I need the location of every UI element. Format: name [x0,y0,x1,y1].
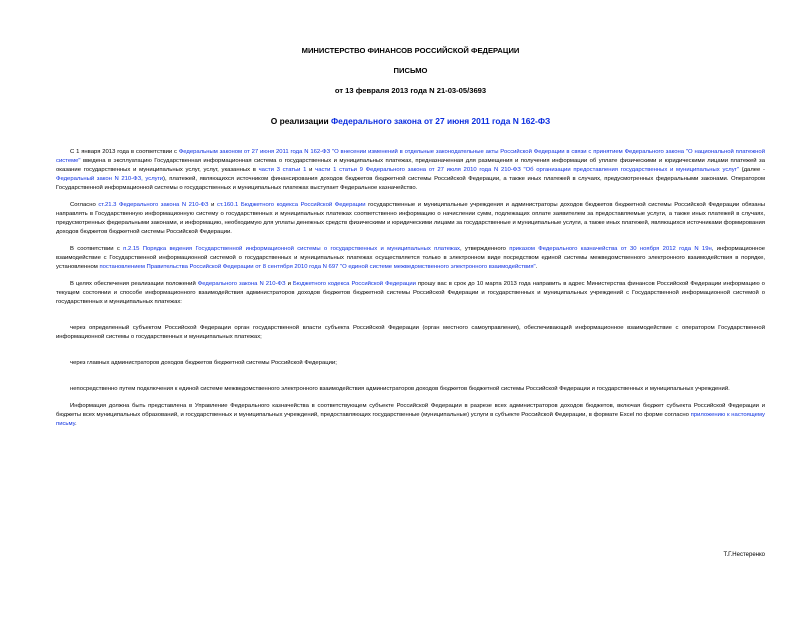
text-run: Согласно [70,202,99,208]
text-run: введена в эксплуатацию Государственная информационная система о государственных и муниципальных платежах, предназначенная для размещения и получения информации об уплате физическими и юридическими лицами платежей за оказание государственных и муниципальных услуг, услуг, указанных в [56,158,765,173]
document-link[interactable]: п.2.15 Порядка ведения Государственной информационной системы о государственных и муниципальных платежах [123,246,460,252]
text-run: . [74,421,77,427]
text-run: , утвержденного [459,246,510,252]
text-run: , информационное взаимодействие с Государственной информационной системой о государственных и муниципальных платежах осуществляется только в электронном виде посредством единой системы межведомственного электронного взаимодействия в порядке, установленном [56,246,765,270]
text-run: В целях обеспечения реализации положений [70,281,198,287]
text-run: ), платежей, являющихся источником финансирования доходов бюджетов бюджетной системы Российской Федерации, а также иных платежей в случаях, предусмотренных федеральными законами. Оператором Государственной информационной системы о государственных и муниципальных платежах выступает Федеральное казначейство. [56,176,766,191]
document-link[interactable]: Бюджетного кодекса Российской Федерации [292,281,416,287]
document-link[interactable]: ст.21.3 Федерального закона N 210-ФЗ [98,202,209,208]
text-run: через главных администраторов доходов бюджетов бюджетной системы Российской Федерации; [70,360,337,366]
text-run: государственные и муниципальные учреждения и администраторы доходов бюджетов бюджетной системы Российской Федерации обязаны направлять в Государственную информационную систему о государственных и муниципальных платежах соответственно информацию о начислении сумм, подлежащих оплате заявителем за предоставляемые услуги, а также иных платежей в случаях, предусмотренных федеральными законами, и информацию, необходимую для уплаты денежных средств физическими и юридическими лицами за государственные и муниципальные услуги, а также иных платежей, являющихся источниками формирования доходов бюджетов бюджетной системы Российской Федерации. [56,202,765,235]
text-run: и [285,281,293,287]
paragraph-6 [56,359,765,368]
paragraph-2 [56,201,765,237]
text-run: В соответствии с [70,246,124,252]
text-run: через определенный субъектом Российской Федерации орган государственной власти субъекта Российской Федерации (орган местного самоуправления), обеспечивающий информационное взаимодействие с оператором Государственной информационной системы о государственных и муниципальных платежах; [56,325,765,340]
paragraph-8 [56,402,765,429]
paragraph-5 [56,324,765,342]
paragraph-4 [56,280,765,307]
document-page [0,46,807,617]
text-run: Информация должна быть представлена в Управление Федерального казначейства в соответствующем субъекте Российской Федерации в разрезе всех администраторов доходов бюджетов, включая бюджет субъекта Российской Федерации и бюджеты всех муниципальных образований, и государственных и муниципальных учреждений, предоставляющих государственные (муниципальные) услуги в субъекте Российской Федерации, в формате Excel по форме согласно [56,403,765,418]
document-link[interactable]: ст.160.1 Бюджетного кодекса Российской Федерации [216,202,366,208]
document-link[interactable]: Федеральный закон N 210-ФЗ, услуги [56,176,164,182]
document-type: ПИСЬМО [393,66,428,75]
text-run: С 1 января 2013 года в соответствии с [70,149,179,155]
paragraph-7 [56,385,765,394]
paragraph-3 [56,245,765,272]
text-run: (далее - [738,167,765,173]
document-link[interactable]: Федерального закона N 210-ФЗ [197,281,286,287]
document-link[interactable]: приказом Федерального казначейства от 30 ноября 2012 года N 19н [509,246,712,252]
text-run: . [535,264,538,270]
subject-law-link[interactable]: Федерального закона от 27 июня 2011 года N 162-ФЗ [331,116,551,126]
document-link[interactable]: части 3 статьи 1 [258,167,307,173]
document-subject [56,116,765,127]
document-date-number: от 13 февраля 2013 года N 21-03-05/3693 [334,86,487,95]
text-run: и [208,202,217,208]
ministry-heading: МИНИСТЕРСТВО ФИНАНСОВ РОССИЙСКОЙ ФЕДЕРАЦИИ [301,46,520,55]
text-run: непосредственно путем подключения к единой системе межведомственного электронного взаимодействия администраторов доходов бюджетов бюджетной системы Российской Федерации и государственных и муниципальных учреждений. [70,386,730,392]
document-link[interactable]: приложению к настоящему письму [56,412,765,427]
letter-body [56,148,765,429]
subject-prefix: О реализации [270,116,331,126]
signature: Т.Г.Нестеренко [723,552,765,558]
document-link[interactable]: части 1 статьи 9 Федерального закона от 27 июля 2010 года N 210-ФЗ "Об организации предоставления государственных и муниципальных услуг" [315,167,739,173]
text-run: и [306,167,316,173]
text-run: прошу вас в срок до 10 марта 2013 года направить в адрес Министерства финансов Российской Федерации информацию о текущем состоянии и способе информационного взаимодействия администраторов доходов бюджетов бюджетной системы Российской Федерации и государственных и муниципальных учреждений с Государственной информационной системой о государственных и муниципальных платежах: [56,281,765,305]
paragraph-1 [56,148,765,193]
document-link[interactable]: Федеральным законом от 27 июня 2011 года N 162-ФЗ "О внесении изменений в отдельные законодательные акты Российской Федерации в связи с принятием Федерального закона "О национальной платежной системе" [56,149,765,164]
document-link[interactable]: постановлением Правительства Российской Федерации от 8 сентября 2010 года N 697 "О единой системе межведомственного электронного взаимодействия" [99,264,536,270]
